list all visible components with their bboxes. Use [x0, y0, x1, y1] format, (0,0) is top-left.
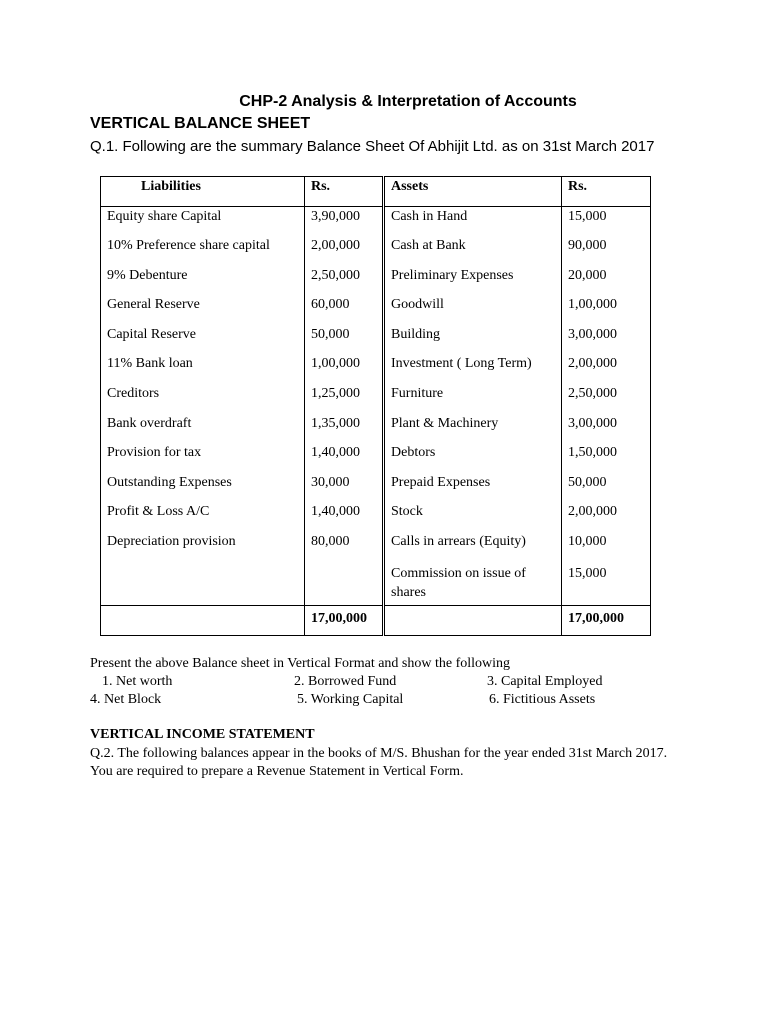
asset-cell: Building [384, 325, 562, 355]
header-liabilities-amount: Rs. [305, 177, 384, 207]
liability-amount-cell: 1,35,000 [305, 414, 384, 444]
asset-amount-cell: 15,000 [562, 207, 651, 237]
liability-cell: Depreciation provision [101, 532, 305, 562]
liability-amount-cell: 80,000 [305, 532, 384, 562]
asset-cell: Stock [384, 502, 562, 532]
total-assets: 17,00,000 [562, 606, 651, 636]
table-row [101, 295, 651, 325]
income-statement-title: VERTICAL INCOME STATEMENT [90, 727, 315, 742]
liability-cell: General Reserve [101, 295, 305, 325]
liability-cell: Bank overdraft [101, 414, 305, 444]
asset-cell: Preliminary Expenses [384, 266, 562, 296]
asset-amount-cell: 2,50,000 [562, 384, 651, 414]
liability-cell: Equity share Capital [101, 207, 305, 237]
asset-amount-cell: 3,00,000 [562, 325, 651, 355]
asset-amount-cell: 1,00,000 [562, 295, 651, 325]
table-row [101, 414, 651, 444]
liability-amount-cell: 2,00,000 [305, 236, 384, 266]
asset-amount-cell: 10,000 [562, 532, 651, 562]
table-row [101, 443, 651, 473]
asset-amount-cell: 50,000 [562, 473, 651, 503]
list-item: 4. Net Block [90, 692, 162, 707]
asset-amount-cell: 3,00,000 [562, 414, 651, 444]
liability-amount-cell: 1,40,000 [305, 502, 384, 532]
liability-amount-cell: 1,40,000 [305, 443, 384, 473]
list-item: 2. Borrowed Fund [294, 674, 397, 689]
liability-cell [101, 562, 305, 606]
liability-cell: Creditors [101, 384, 305, 414]
liability-cell: Capital Reserve [101, 325, 305, 355]
header-assets: Assets [384, 177, 562, 207]
asset-cell: Cash in Hand [384, 207, 562, 237]
asset-amount-cell: 20,000 [562, 266, 651, 296]
asset-amount-cell: 1,50,000 [562, 443, 651, 473]
table-row [101, 236, 651, 266]
instructions-block [90, 655, 690, 709]
asset-cell: Furniture [384, 384, 562, 414]
liability-cell: Provision for tax [101, 443, 305, 473]
balance-sheet-table [100, 176, 651, 636]
section-title: VERTICAL BALANCE SHEET [90, 115, 311, 132]
liability-amount-cell [305, 562, 384, 606]
liability-cell: 11% Bank loan [101, 354, 305, 384]
question-2-text: Q.2. The following balances appear in the books of M/S. Bhushan for the year ended 31st March 2017. You are required to prepare a Revenue Statement in Vertical Form. [90, 746, 668, 779]
liability-cell: 10% Preference share capital [101, 236, 305, 266]
table-row [101, 502, 651, 532]
instructions-row-2 [90, 691, 690, 709]
asset-amount-cell: 15,000 [562, 562, 651, 606]
liability-amount-cell: 30,000 [305, 473, 384, 503]
table-row [101, 473, 651, 503]
asset-amount-cell: 2,00,000 [562, 502, 651, 532]
totals-row [101, 606, 651, 636]
asset-cell: Investment ( Long Term) [384, 354, 562, 384]
total-liabilities: 17,00,000 [305, 606, 384, 636]
total-assets-label [384, 606, 562, 636]
chapter-title: CHP-2 Analysis & Interpretation of Accounts [239, 93, 577, 110]
asset-amount-cell: 2,00,000 [562, 354, 651, 384]
table-row [101, 266, 651, 296]
asset-cell: Debtors [384, 443, 562, 473]
liability-amount-cell: 1,25,000 [305, 384, 384, 414]
liability-amount-cell: 2,50,000 [305, 266, 384, 296]
table-row [101, 354, 651, 384]
header-assets-amount: Rs. [562, 177, 651, 207]
asset-cell: Commission on issue of shares [384, 562, 562, 606]
list-item: 6. Fictitious Assets [489, 692, 596, 707]
liability-cell: Profit & Loss A/C [101, 502, 305, 532]
instructions-intro: Present the above Balance sheet in Vertical Format and show the following [90, 656, 511, 671]
list-item: 5. Working Capital [297, 692, 404, 707]
asset-cell: Prepaid Expenses [384, 473, 562, 503]
asset-cell: Goodwill [384, 295, 562, 325]
table-header-row [101, 177, 651, 207]
table-row [101, 562, 651, 606]
liability-amount-cell: 3,90,000 [305, 207, 384, 237]
list-item: 1. Net worth [102, 674, 173, 689]
asset-cell: Plant & Machinery [384, 414, 562, 444]
table-row [101, 325, 651, 355]
asset-cell: Cash at Bank [384, 236, 562, 266]
header-liabilities: Liabilities [101, 177, 305, 207]
liability-cell: 9% Debenture [101, 266, 305, 296]
asset-cell: Calls in arrears (Equity) [384, 532, 562, 562]
liability-amount-cell: 50,000 [305, 325, 384, 355]
total-liabilities-label [101, 606, 305, 636]
table-row [101, 207, 651, 237]
question-1-text: Q.1. Following are the summary Balance Sheet Of Abhijit Ltd. as on 31st March 2017 [90, 138, 655, 155]
liability-amount-cell: 60,000 [305, 295, 384, 325]
asset-amount-cell: 90,000 [562, 236, 651, 266]
table-row [101, 384, 651, 414]
table-row [101, 532, 651, 562]
liability-cell: Outstanding Expenses [101, 473, 305, 503]
list-item: 3. Capital Employed [487, 674, 603, 689]
liability-amount-cell: 1,00,000 [305, 354, 384, 384]
instructions-row-1 [90, 673, 690, 691]
